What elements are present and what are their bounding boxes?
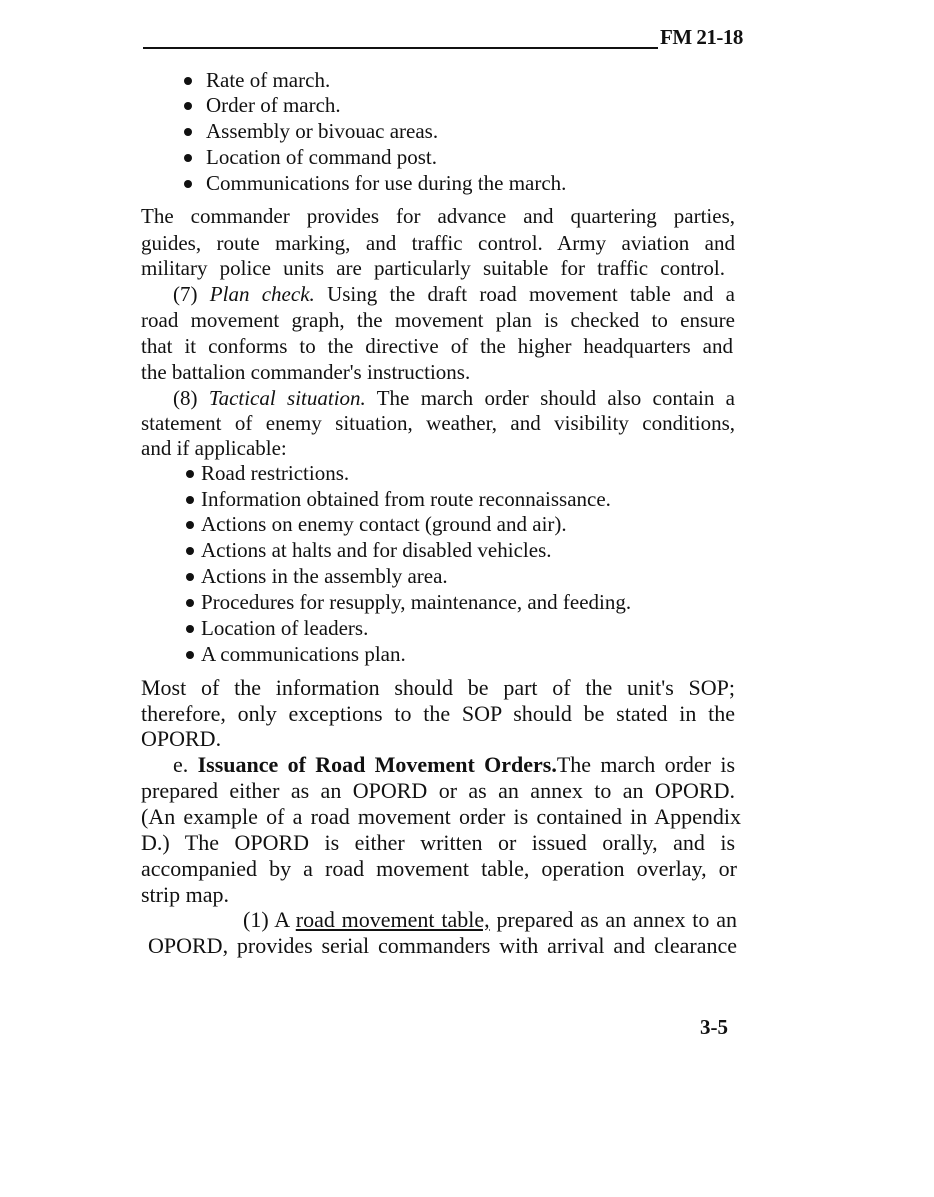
- paragraph-line: D.) The OPORD is either written or issued orally, and is: [141, 830, 735, 855]
- paragraph-number: e.: [173, 752, 198, 777]
- paragraph-title: Tactical situation.: [208, 386, 366, 410]
- paragraph-text: The march order should also contain a: [365, 386, 735, 410]
- bullet-icon: [186, 547, 194, 555]
- page-number: 3-5: [700, 1015, 728, 1039]
- section-title: Issuance of Road Movement Orders.: [197, 752, 557, 777]
- list-item-text: Actions at halts and for disabled vehicles.: [201, 538, 552, 562]
- list-item-text: Assembly or bivouac areas.: [206, 119, 439, 143]
- list-item: [186, 511, 567, 537]
- list-item: [184, 144, 437, 170]
- paragraph-line: strip map.: [141, 882, 229, 907]
- paragraph-text: prepared as an annex to an: [489, 907, 737, 932]
- bullet-icon: [186, 599, 194, 607]
- paragraph-line: [173, 281, 735, 307]
- paragraph-line: The commander provides for advance and quartering parties,: [141, 204, 735, 228]
- paragraph-line: [173, 752, 735, 778]
- bullet-icon: [186, 496, 194, 504]
- list-item-text: Procedures for resupply, maintenance, and feeding.: [201, 590, 632, 614]
- list-item: [184, 92, 341, 118]
- bullet-icon: [184, 102, 192, 110]
- paragraph-line: and if applicable:: [141, 436, 287, 460]
- bullet-icon: [186, 573, 194, 581]
- list-item-text: Order of march.: [206, 93, 341, 117]
- paragraph-line: OPORD, provides serial commanders with arrival and clearance: [148, 933, 737, 958]
- list-item-text: Communications for use during the march.: [206, 171, 567, 195]
- list-item-text: Location of command post.: [206, 145, 437, 169]
- list-item: [186, 460, 349, 486]
- paragraph-title: Plan check.: [209, 282, 315, 306]
- paragraph-line: [173, 385, 735, 411]
- paragraph-line: statement of enemy situation, weather, and visibility conditions,: [141, 411, 735, 435]
- list-item: [186, 641, 406, 667]
- paragraph-line: that it conforms to the directive of the higher headquarters and: [141, 334, 733, 358]
- list-item-text: Road restrictions.: [201, 461, 350, 485]
- bullet-icon: [184, 128, 192, 136]
- paragraph-number: (7): [173, 282, 210, 306]
- list-item-text: Rate of march.: [206, 68, 331, 92]
- paragraph-line: accompanied by a road movement table, operation overlay, or: [141, 856, 737, 881]
- paragraph-line: OPORD.: [141, 726, 222, 751]
- paragraph-line: therefore, only exceptions to the SOP should be stated in the: [141, 701, 735, 726]
- paragraph-line: [243, 907, 737, 933]
- list-item: [184, 118, 438, 144]
- paragraph-line: guides, route marking, and traffic control. Army aviation and: [141, 231, 735, 255]
- paragraph-line: the battalion commander's instructions.: [141, 360, 471, 384]
- paragraph-number: (8): [173, 386, 209, 410]
- paragraph-line: prepared either as an OPORD or as an annex to an OPORD.: [141, 778, 735, 803]
- bullet-icon: [186, 625, 194, 633]
- list-item: [186, 563, 448, 589]
- paragraph-text: Using the draft road movement table and a: [314, 282, 735, 306]
- list-item: [186, 537, 552, 563]
- bullet-icon: [186, 521, 194, 529]
- list-item: [184, 170, 566, 196]
- list-item: [186, 589, 631, 615]
- underlined-term: road movement table,: [295, 907, 490, 932]
- paragraph-line: road movement graph, the movement plan is checked to ensure: [141, 308, 735, 332]
- list-item: [186, 615, 368, 641]
- bullet-icon: [186, 470, 194, 478]
- bullet-icon: [184, 180, 192, 188]
- bullet-icon: [184, 154, 192, 162]
- list-item: [184, 67, 330, 93]
- list-item-text: Information obtained from route reconnaissance.: [201, 487, 611, 511]
- list-item-text: A communications plan.: [201, 642, 406, 666]
- list-item-text: Actions in the assembly area.: [201, 564, 448, 588]
- paragraph-number: (1) A: [243, 907, 296, 932]
- paragraph-text: The march order is: [556, 752, 735, 777]
- bullet-icon: [184, 77, 192, 85]
- paragraph-line: (An example of a road movement order is contained in Appendix: [141, 804, 741, 829]
- document-id-header: FM 21-18: [660, 25, 743, 49]
- header-rule: [143, 47, 658, 49]
- bullet-icon: [186, 651, 194, 659]
- list-item: [186, 486, 611, 512]
- list-item-text: Location of leaders.: [201, 616, 369, 640]
- paragraph-line: Most of the information should be part of the unit's SOP;: [141, 675, 735, 700]
- paragraph-line: military police units are particularly suitable for traffic control.: [141, 256, 725, 280]
- list-item-text: Actions on enemy contact (ground and air).: [201, 512, 567, 536]
